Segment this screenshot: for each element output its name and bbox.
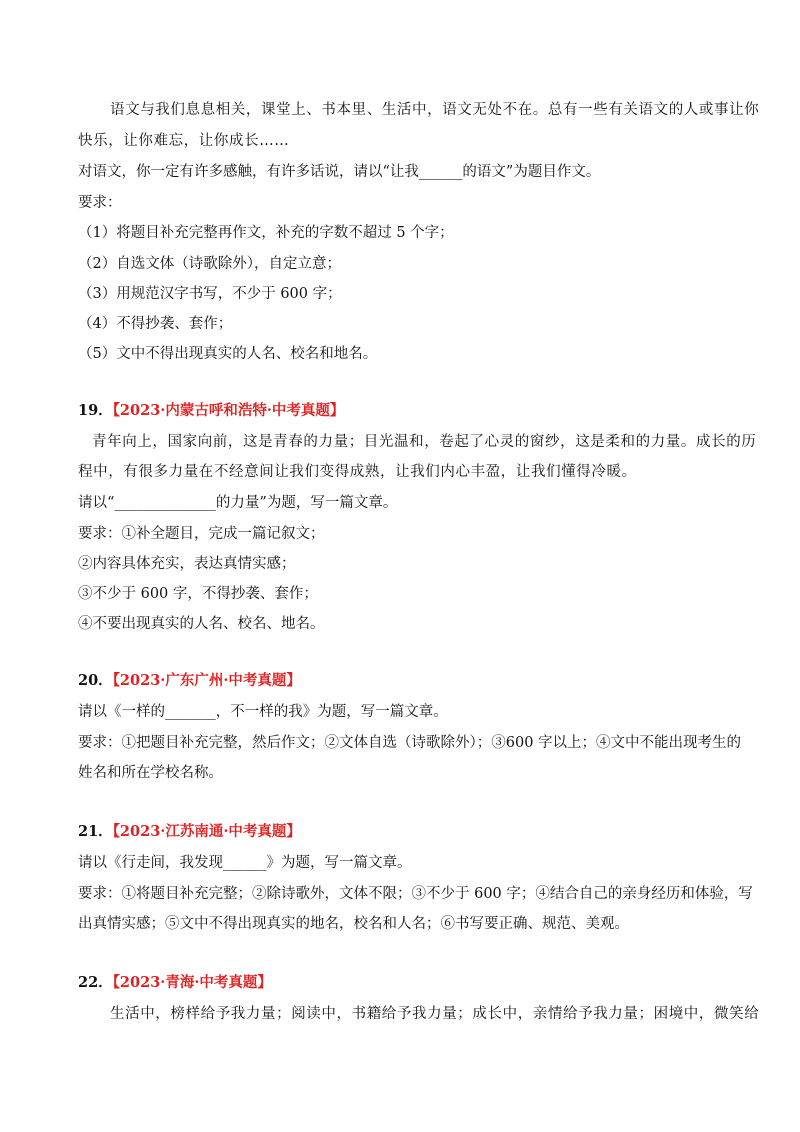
question-source: 【2023·广东广州·中考真题】 <box>112 672 301 689</box>
q20-prompt: 请以《一样的_______，不一样的我》为题，写一篇文章。 <box>78 704 448 720</box>
question-source: 【2023·内蒙古呼和浩特·中考真题】 <box>112 402 345 419</box>
q19-passage-line-2: 程中，有很多力量在不经意间让我们变得成熟，让我们内心丰盈，让我们懂得冷暖。 <box>78 464 637 480</box>
question-source: 【2023·江苏南通·中考真题】 <box>112 823 301 840</box>
question-22-header <box>78 973 272 993</box>
intro-prompt: 对语文，你一定有许多感触，有许多话说，请以“让我______的语文”为题目作文。 <box>78 164 601 180</box>
q21-prompt: 请以《行走间，我发现______》为题，写一篇文章。 <box>78 855 412 871</box>
intro-requirement-5: （5）文中不得出现真实的人名、校名和地名。 <box>78 346 378 362</box>
intro-requirement-2: （2）自选文体（诗歌除外），自定立意； <box>78 256 341 272</box>
question-number: 19． <box>78 402 113 419</box>
intro-passage-line-1: 语文与我们息息相关，课堂上、书本里、生活中，语文无处不在。总有一些有关语文的人或事让你 <box>110 102 760 118</box>
question-source: 【2023·青海·中考真题】 <box>112 974 272 991</box>
intro-requirement-1: （1）将题目补充完整再作文，补充的字数不超过 5 个字； <box>78 225 454 241</box>
question-19-header <box>78 401 344 421</box>
q19-requirement-4: ④不要出现真实的人名、校名、地名。 <box>78 616 325 632</box>
intro-passage-line-2: 快乐，让你难忘，让你成长…… <box>78 133 290 149</box>
q19-requirement-1: 要求：①补全题目，完成一篇记叙文； <box>78 526 325 542</box>
q19-passage-line-1: 青年向上，国家向前，这是青春的力量；目光温和，卷起了心灵的窗纱，这是柔和的力量。成长的历 <box>92 434 757 450</box>
q19-prompt: 请以“______________的力量”为题，写一篇文章。 <box>78 495 398 511</box>
q22-passage-line-1: 生活中，榜样给予我力量；阅读中，书籍给予我力量；成长中，亲情给予我力量；困境中，微笑给 <box>110 1006 760 1022</box>
q19-requirement-3: ③不少于 600 字，不得抄袭、套作； <box>78 586 318 602</box>
q20-requirements-line-2: 姓名和所在学校名称。 <box>78 765 223 781</box>
q19-requirement-2: ②内容具体充实，表达真情实感； <box>78 556 296 572</box>
question-number: 22． <box>78 974 113 991</box>
question-20-header <box>78 671 301 691</box>
intro-requirements-label: 要求： <box>78 195 122 211</box>
question-number: 20． <box>78 672 113 689</box>
intro-requirement-4: （4）不得抄袭、套作； <box>78 316 233 332</box>
q21-requirements-line-2: 出真情实感；⑤文中不得出现真实的地名，校名和人名；⑥书写要正确、规范、美观。 <box>78 916 629 932</box>
question-number: 21． <box>78 823 113 840</box>
q20-requirements-line-1: 要求：①把题目补充完整，然后作文；②文体自选（诗歌除外）；③600 字以上；④文中不能出现考生的 <box>78 735 742 751</box>
intro-requirement-3: （3）用规范汉字书写，不少于 600 字； <box>78 286 342 302</box>
question-21-header <box>78 822 301 842</box>
q21-requirements-line-1: 要求：①将题目补充完整；②除诗歌外，文体不限；③不少于 600 字；④结合自己的亲身经历和体验，写 <box>78 886 753 902</box>
